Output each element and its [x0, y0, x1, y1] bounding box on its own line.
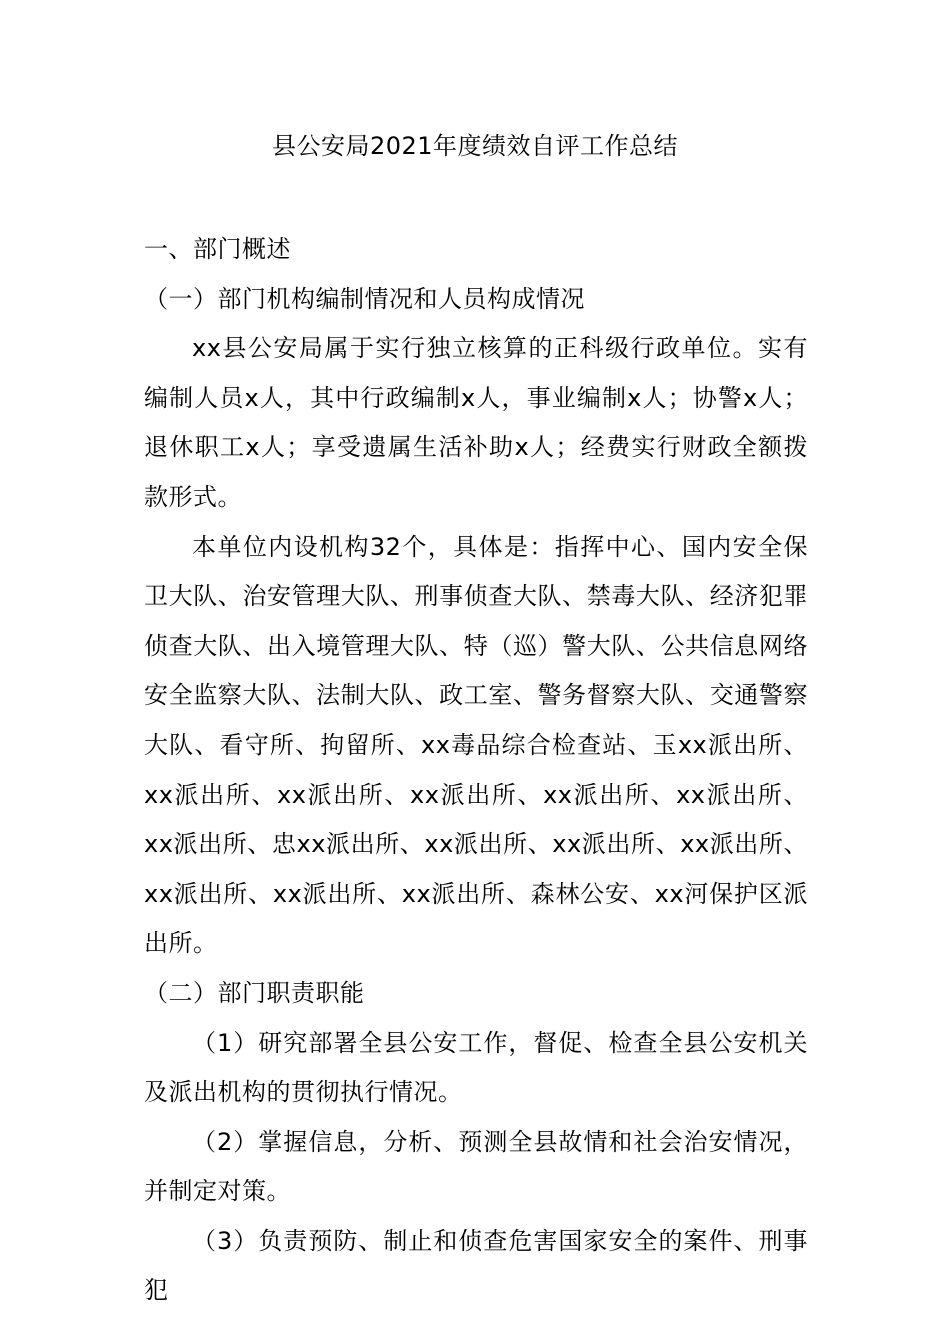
paragraph-internal-units: 本单位内设机构32个，具体是：指挥中心、国内安全保卫大队、治安管理大队、刑事侦查大队、禁毒大队、经济犯罪侦查大队、出入境管理大队、特（巡）警大队、公共信息网络安全监察大队、法制大队、政工室、警务督察大队、交通警察大队、看守所、拘留所、xx毒品综合检查站、玉xx派出所、xx派出所、xx派出所、xx派出所、xx派出所、xx派出所、xx派出所、忠xx派出所、xx派出所、xx派出所、xx派出所、xx派出所、xx派出所、xx派出所、森林公安、xx河保护区派出所。 [144, 532, 808, 958]
duty-item: （1）研究部署全县公安工作，督促、检查全县公安机关及派出机构的贯彻执行情况。 [144, 1028, 808, 1107]
duty-item: （3）负责预防、制止和侦查危害国家安全的案件、刑事犯 [144, 1226, 808, 1305]
document-body [144, 225, 808, 1316]
document-title: 县公安局2021年度绩效自评工作总结 [271, 132, 679, 160]
subsection-heading: （一）部门机构编制情况和人员构成情况 [144, 284, 585, 313]
duty-item: （2）掌握信息，分析、预测全县故情和社会治安情况，并制定对策。 [144, 1127, 808, 1206]
section-heading: 一、部门概述 [144, 235, 291, 263]
subsection-heading: （二）部门职责职能 [144, 978, 365, 1007]
paragraph-staffing: xx县公安局属于实行独立核算的正科级行政单位。实有编制人员x人，其中行政编制x人，事业编制x人；协警x人；退休职工x人；享受遗属生活补助x人；经费实行财政全额拨款形式。 [144, 334, 808, 511]
